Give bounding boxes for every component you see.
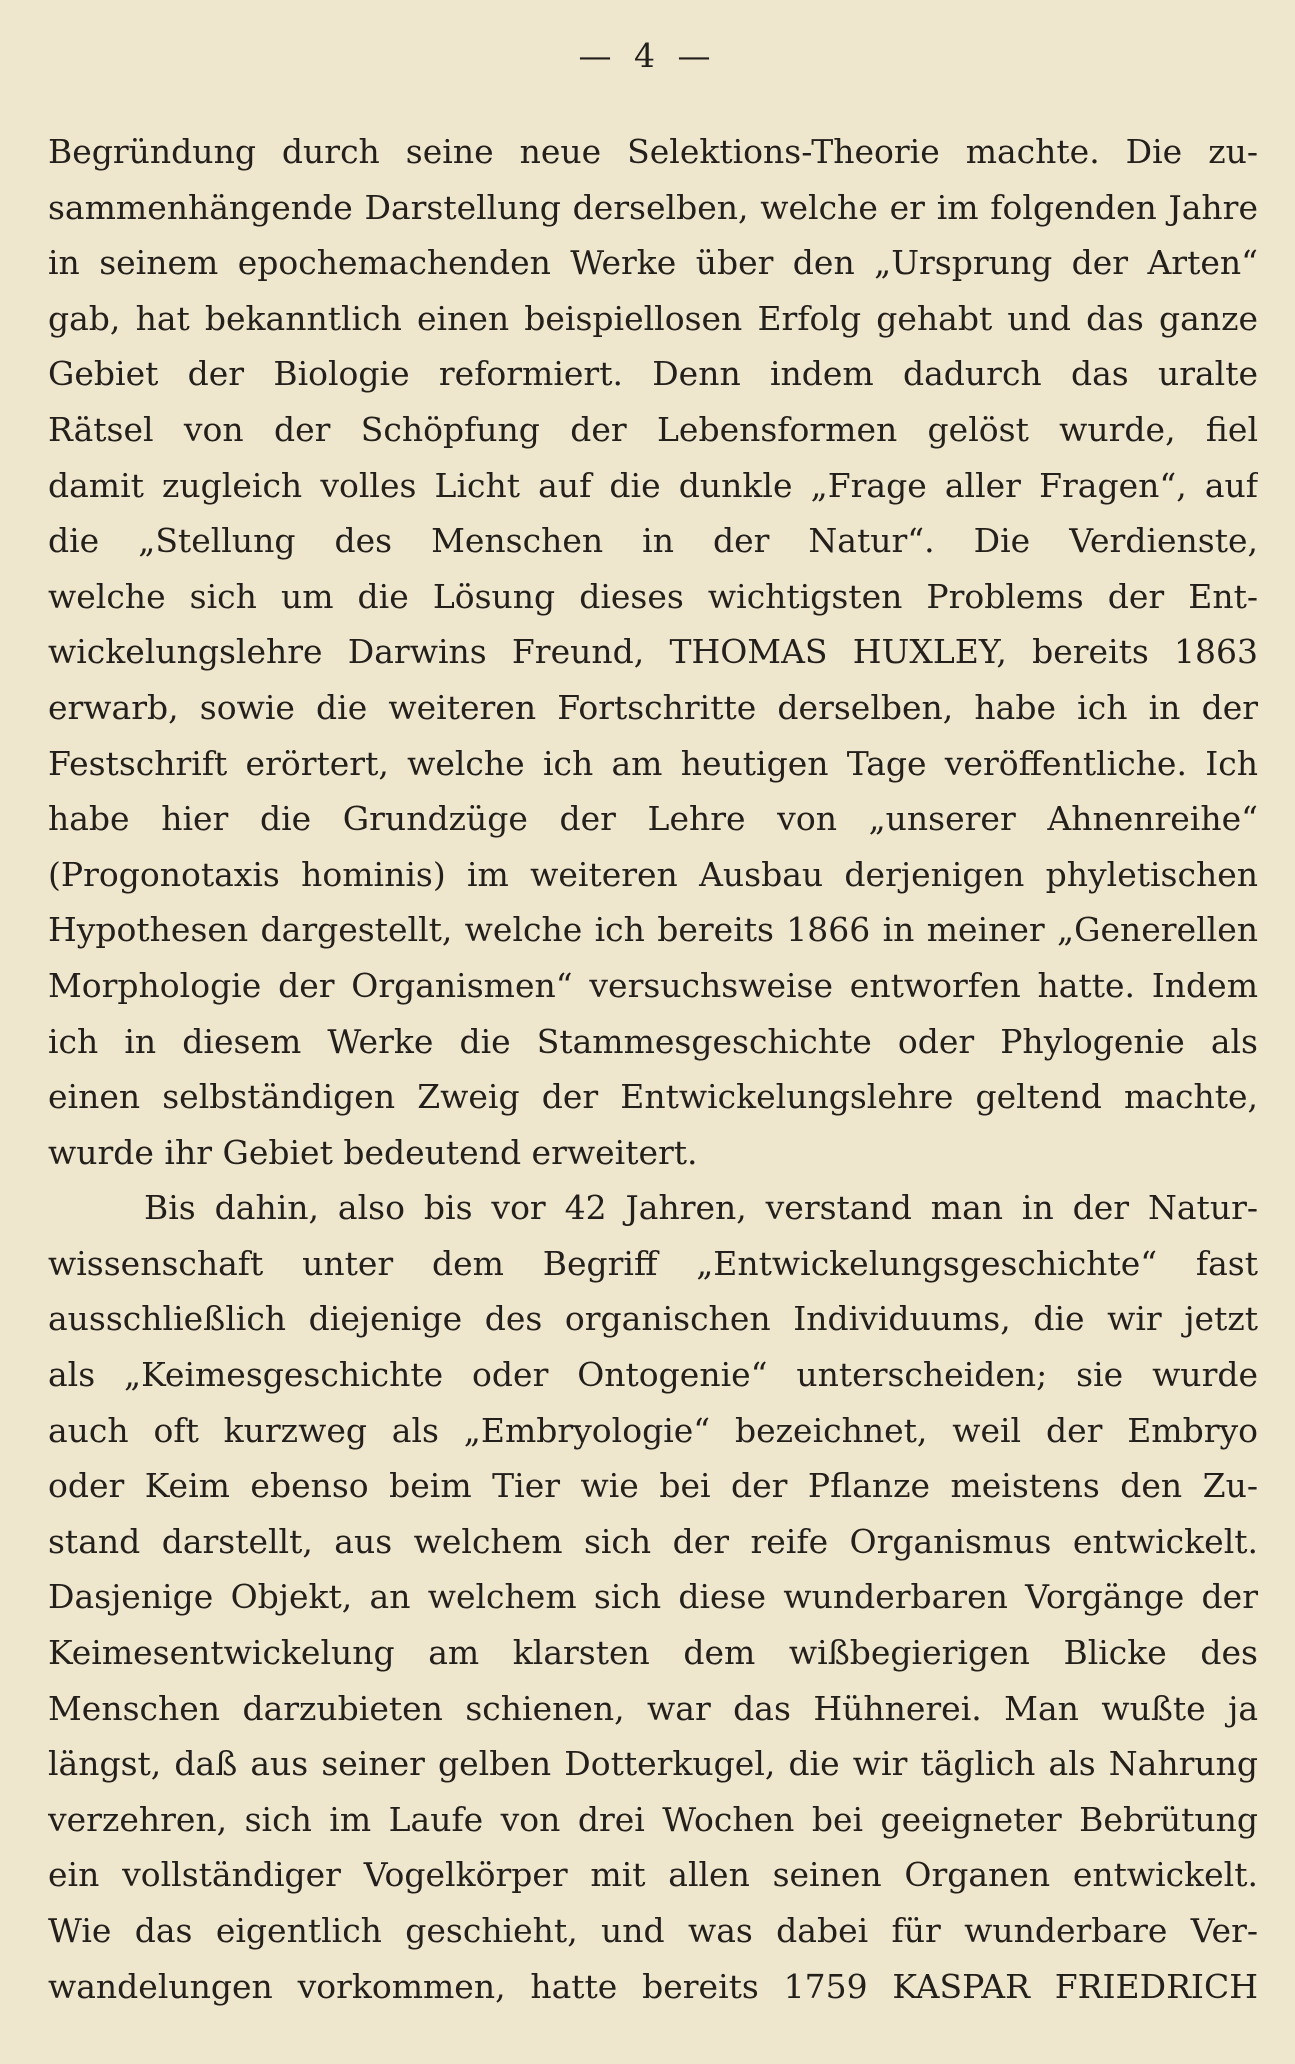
text-line: Gebiet der Biologie reformiert. Denn indem dadurch das uralte — [48, 354, 1258, 394]
text-line: als „Keimesgeschichte oder Ontogenie“ unterscheiden; sie wurde — [48, 1355, 1258, 1395]
text-line: auch oft kurzweg als „Embryologie“ bezeichnet, weil der Embryo — [48, 1410, 1258, 1450]
text-line: wissenschaft unter dem Begriff „Entwickelungsgeschichte“ fast — [48, 1243, 1258, 1283]
text-line: Morphologie der Organismen“ versuchsweise entworfen hatte. Indem — [48, 965, 1258, 1005]
text-line: damit zugleich volles Licht auf die dunkle „Frage aller Fragen“, auf — [48, 465, 1258, 505]
text-line: ich in diesem Werke die Stammesgeschichte oder Phylogenie als — [48, 1021, 1258, 1061]
text-line: Wie das eigentlich geschieht, und was dabei für wunderbare Ver- — [48, 1911, 1258, 1950]
text-line: Hypothesen dargestellt, welche ich bereits 1866 in meiner „Generellen — [48, 910, 1258, 950]
text-line: wandelungen vorkommen, hatte bereits 1759 KASPAR FRIEDRICH — [48, 1966, 1258, 2006]
text-line: sammenhängende Darstellung derselben, welche er im folgenden Jahre — [48, 187, 1258, 227]
text-line: Begründung durch seine neue Selektions-Theorie machte. Die zu- — [48, 132, 1258, 171]
text-line: ausschließlich diejenige des organischen Individuums, die wir jetzt — [48, 1299, 1258, 1339]
text-line: wickelungslehre Darwins Freund, THOMAS HUXLEY, bereits 1863 — [48, 632, 1258, 672]
text-line: Rätsel von der Schöpfung der Lebensformen gelöst wurde, fiel — [48, 409, 1258, 449]
text-line: Festschrift erörtert, welche ich am heutigen Tage veröffentliche. Ich — [48, 743, 1258, 783]
text-line: (Progonotaxis hominis) im weiteren Ausbau derjenigen phyletischen — [48, 854, 1258, 894]
paragraph-end-line: wurde ihr Gebiet bedeutend erweitert. — [48, 1132, 698, 1172]
text-line: verzehren, sich im Laufe von drei Wochen bei geeigneter Bebrütung — [48, 1799, 1258, 1839]
body-text — [48, 124, 1258, 2014]
text-line: einen selbständigen Zweig der Entwickelungslehre geltend machte, — [48, 1077, 1258, 1117]
page-number: — 4 — — [578, 36, 717, 75]
text-line: habe hier die Grundzüge der Lehre von „unserer Ahnenreihe“ — [48, 799, 1258, 839]
text-line: erwarb, sowie die weiteren Fortschritte derselben, habe ich in der — [48, 687, 1258, 727]
text-line: Keimesentwickelung am klarsten dem wißbegierigen Blicke des — [48, 1633, 1258, 1673]
text-line: gab, hat bekanntlich einen beispiellosen Erfolg gehabt und das ganze — [48, 298, 1258, 338]
text-line: die „Stellung des Menschen in der Natur“. Die Verdienste, — [48, 521, 1258, 561]
paragraph-start-line: Bis dahin, also bis vor 42 Jahren, verstand man in der Natur- — [144, 1188, 1258, 1228]
text-line: stand darstellt, aus welchem sich der reife Organismus entwickelt. — [48, 1521, 1258, 1561]
text-line: Dasjenige Objekt, an welchem sich diese wunderbaren Vorgänge der — [48, 1577, 1258, 1617]
text-line: ein vollständiger Vogelkörper mit allen seinen Organen entwickelt. — [48, 1855, 1258, 1895]
text-line: Menschen darzubieten schienen, war das Hühnerei. Man wußte ja — [48, 1688, 1258, 1728]
text-line: oder Keim ebenso beim Tier wie bei der Pflanze meistens den Zu- — [48, 1466, 1258, 1506]
text-line: längst, daß aus seiner gelben Dotterkugel, die wir täglich als Nahrung — [48, 1744, 1258, 1784]
text-line: welche sich um die Lösung dieses wichtigsten Problems der Ent- — [48, 576, 1258, 616]
text-line: in seinem epochemachenden Werke über den „Ursprung der Arten“ — [48, 243, 1258, 283]
